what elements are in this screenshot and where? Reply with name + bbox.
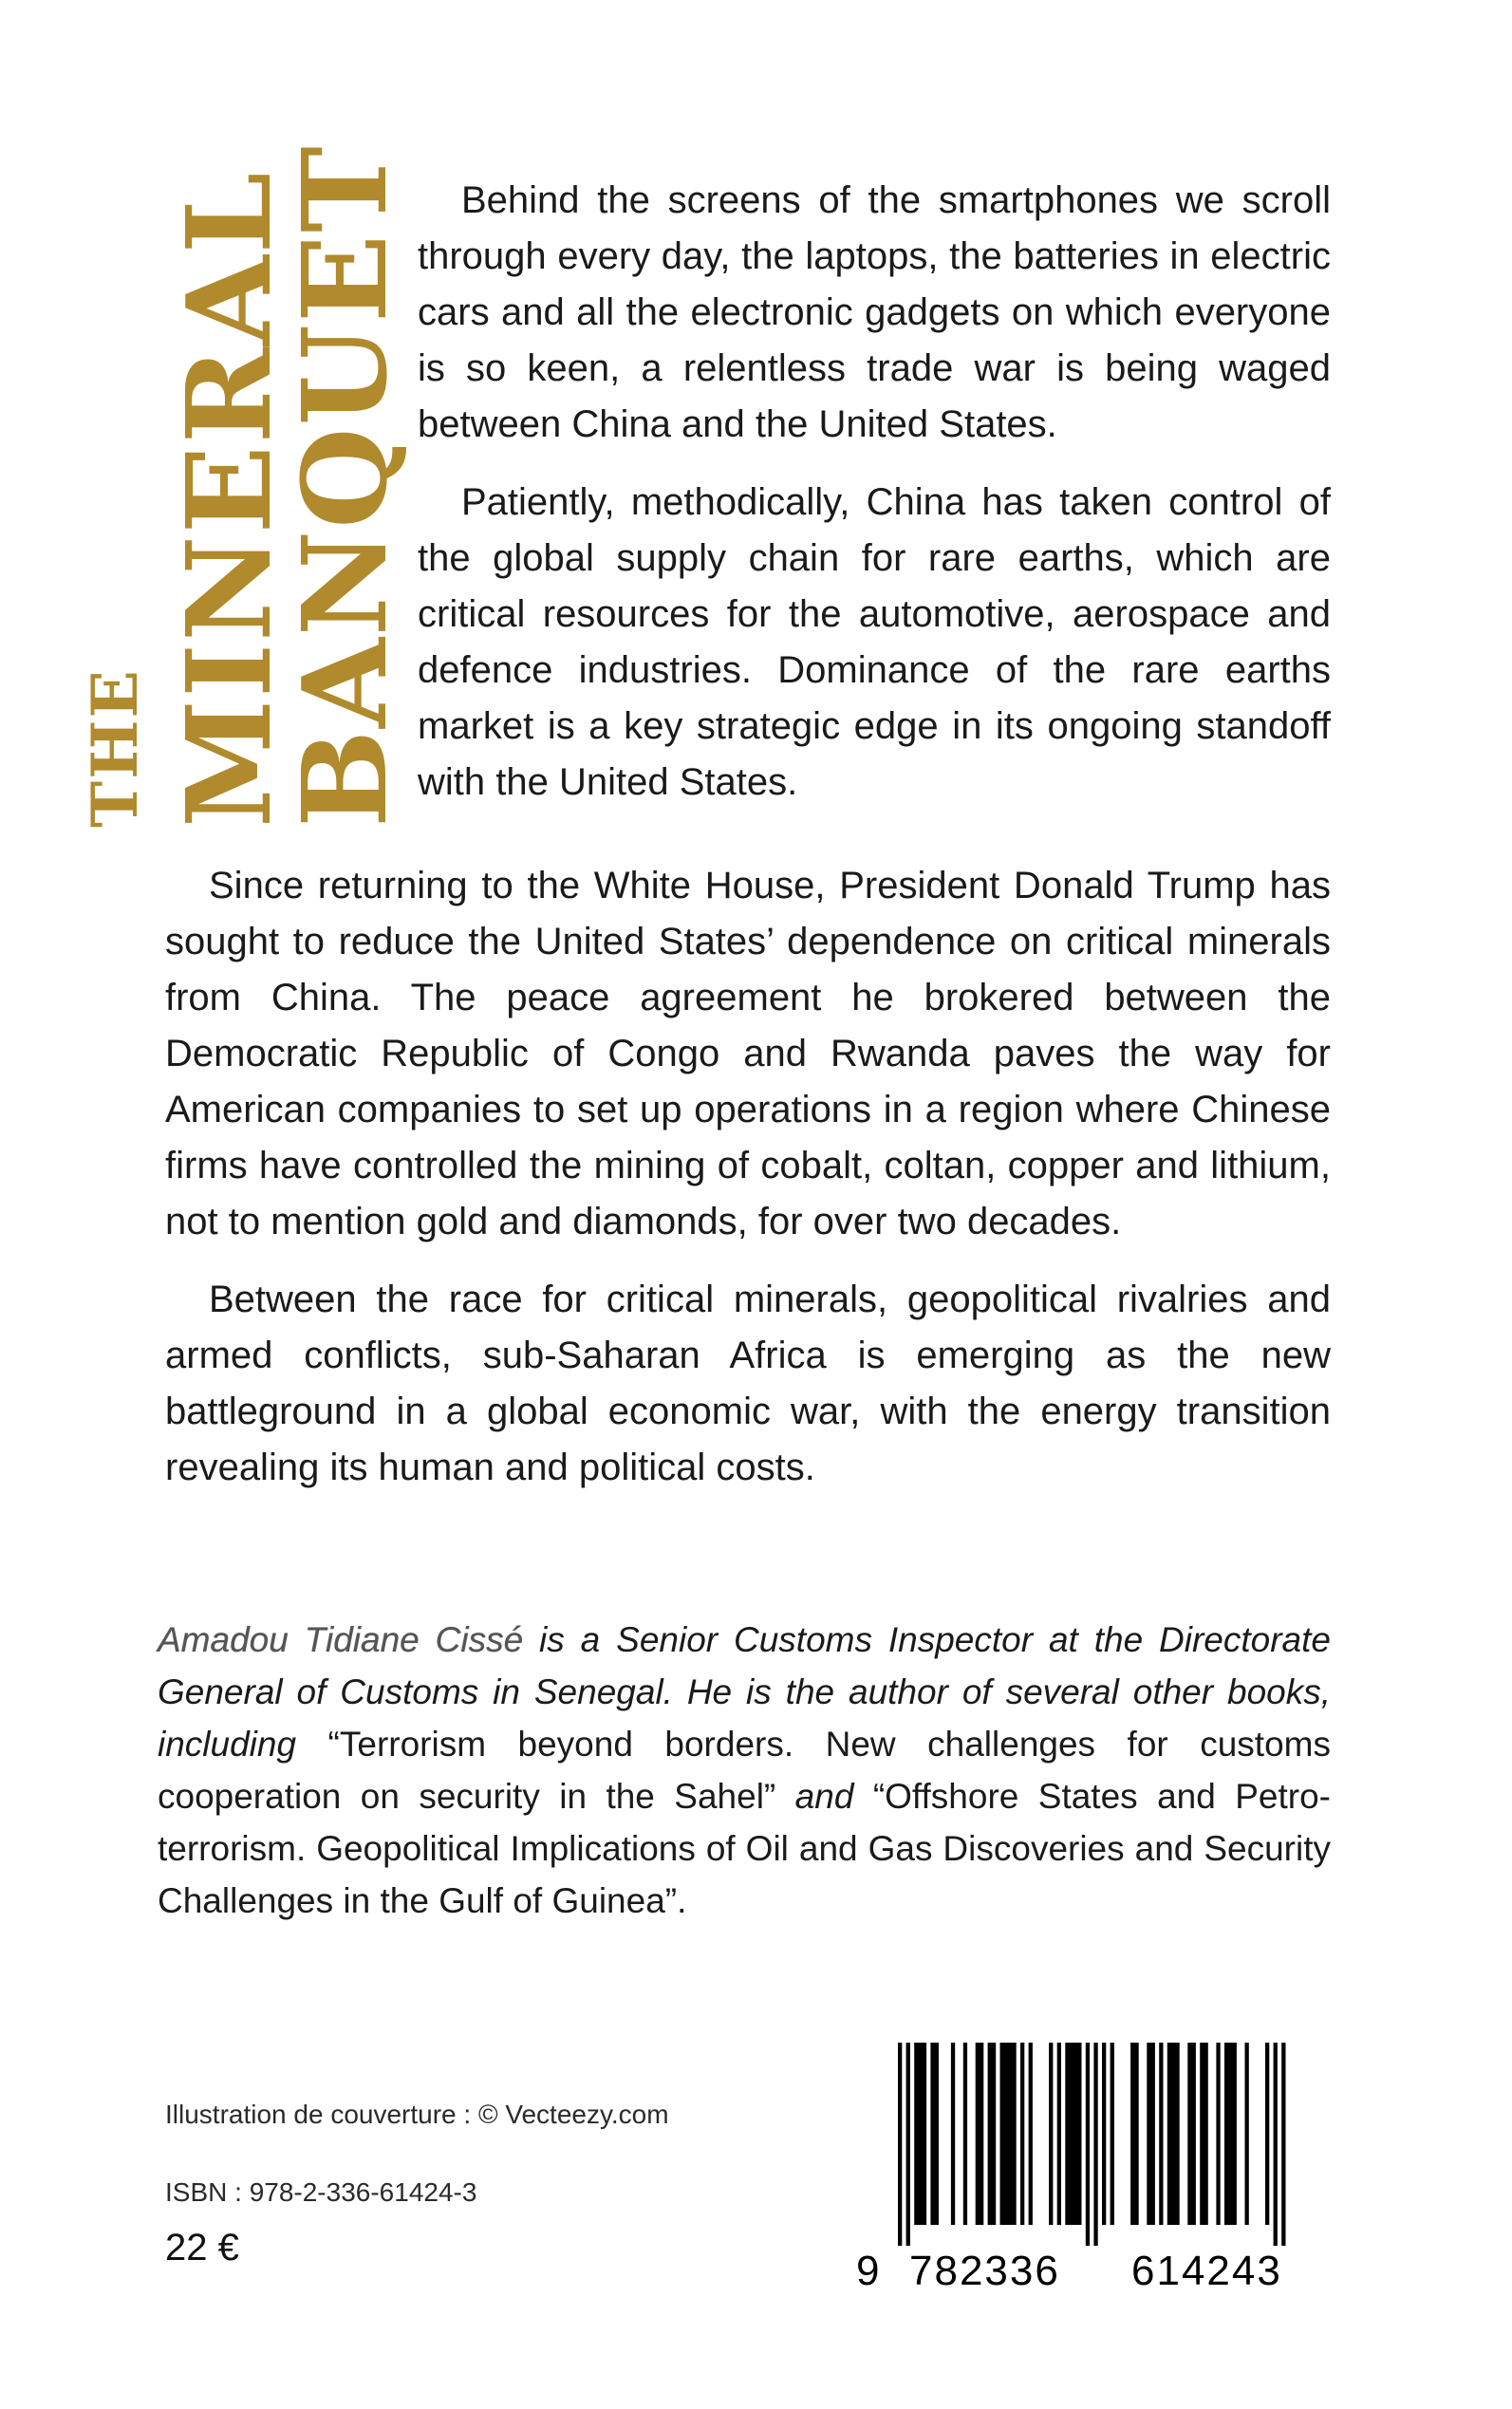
barcode-bar bbox=[988, 2043, 997, 2225]
barcode-bar bbox=[1130, 2043, 1139, 2225]
barcode-bar bbox=[914, 2043, 926, 2225]
barcode-bars bbox=[856, 2043, 1331, 2248]
barcode-first-digit: 9 bbox=[856, 2248, 880, 2294]
barcode bbox=[856, 2043, 1331, 2299]
barcode-bar bbox=[1224, 2043, 1237, 2225]
barcode-bar bbox=[1065, 2043, 1081, 2225]
barcode-bar bbox=[1049, 2043, 1053, 2225]
barcode-bar bbox=[951, 2043, 955, 2225]
barcode-bar bbox=[1111, 2043, 1114, 2225]
author-name: Amadou Tidiane Cissé bbox=[158, 1620, 524, 1659]
barcode-bar bbox=[1159, 2043, 1163, 2225]
price-label: 22 € bbox=[165, 2227, 239, 2269]
bio-book-1: “Terrorism beyond borders. New challenges for customs cooperation on security in the Sahel” bbox=[158, 1725, 1331, 1816]
barcode-bar bbox=[1147, 2043, 1155, 2225]
barcode-guard-bar bbox=[898, 2043, 902, 2246]
barcode-bar bbox=[1000, 2043, 1017, 2225]
barcode-bar bbox=[1102, 2043, 1106, 2225]
cover-illustration-credit: Illustration de couverture : © Vecteezy.com bbox=[165, 2100, 669, 2129]
barcode-guard-bar bbox=[1281, 2043, 1285, 2246]
book-title bbox=[78, 144, 413, 828]
bio-book-2: “Offshore States and Petro-terrorism. Geopolitical Implications of Oil and Gas Discoveries and Security Challenges in the Gulf of Guinea” bbox=[158, 1777, 1331, 1920]
bio-end: . bbox=[677, 1881, 687, 1920]
blurb-paragraph-1: Behind the screens of the smartphones we scroll through every day, the laptops, the batteries in electric cars and all the electronic gadgets on which everyone is so keen, a relentless trade war is being waged between China and the United States. bbox=[418, 179, 1331, 445]
barcode-bar bbox=[1187, 2043, 1196, 2225]
barcode-bar bbox=[976, 2043, 984, 2225]
bio-text-1: is a Senior Customs Inspector at the Directorate General of Customs in Senegal. He is the author of several other books, including bbox=[158, 1620, 1331, 1764]
barcode-guard-bar bbox=[1274, 2043, 1278, 2246]
title-line-banquet: BANQUET bbox=[276, 144, 413, 828]
barcode-left-group: 782336 bbox=[909, 2248, 1060, 2294]
isbn-label: ISBN : 978-2-336-61424-3 bbox=[165, 2177, 477, 2207]
barcode-bar bbox=[1057, 2043, 1061, 2225]
barcode-digits bbox=[856, 2248, 1331, 2295]
barcode-guard-bar bbox=[1086, 2043, 1090, 2246]
barcode-bar bbox=[1245, 2043, 1249, 2225]
blurb-paragraph-4: Between the race for critical minerals, geopolitical rivalries and armed conflicts, sub-Saharan Africa is emerging as the new battleground in a global economic war, with the energy transition revealing its human and political costs. bbox=[165, 1279, 1331, 1488]
barcode-bar bbox=[1167, 2043, 1180, 2225]
blurb-paragraph-3: Since returning to the White House, President Donald Trump has sought to reduce the United States’ dependence on critical minerals from China. The peace agreement he brokered between the Democratic Republic of Congo and Rwanda paves the way for American companies to set up operations in a region where Chinese firms have controlled the mining of cobalt, coltan, copper and lithium, not to mention gold and diamonds, for over two decades. bbox=[165, 865, 1331, 1242]
barcode-bar bbox=[930, 2043, 939, 2225]
barcode-guard-bar bbox=[906, 2043, 910, 2246]
title-line-mineral: MINERAL bbox=[160, 170, 297, 828]
barcode-bar bbox=[1265, 2043, 1269, 2225]
barcode-bar bbox=[1029, 2043, 1033, 2225]
barcode-bar bbox=[1020, 2043, 1024, 2225]
barcode-guard-bar bbox=[1093, 2043, 1097, 2246]
barcode-bar bbox=[1200, 2043, 1208, 2225]
bio-text-2: and bbox=[775, 1777, 873, 1816]
blurb-paragraph-2: Patiently, methodically, China has taken control of the global supply chain for rare earths, which are critical resources for the automotive, aerospace and defence industries. Dominance of the rare earths market is a key strategic edge in its ongoing standoff with the United States. bbox=[418, 481, 1331, 803]
barcode-bar bbox=[963, 2043, 967, 2225]
barcode-bar bbox=[1216, 2043, 1220, 2225]
title-line-the: THE bbox=[78, 668, 152, 828]
author-bio bbox=[158, 1614, 1331, 1927]
barcode-right-group: 614243 bbox=[1131, 2248, 1282, 2294]
